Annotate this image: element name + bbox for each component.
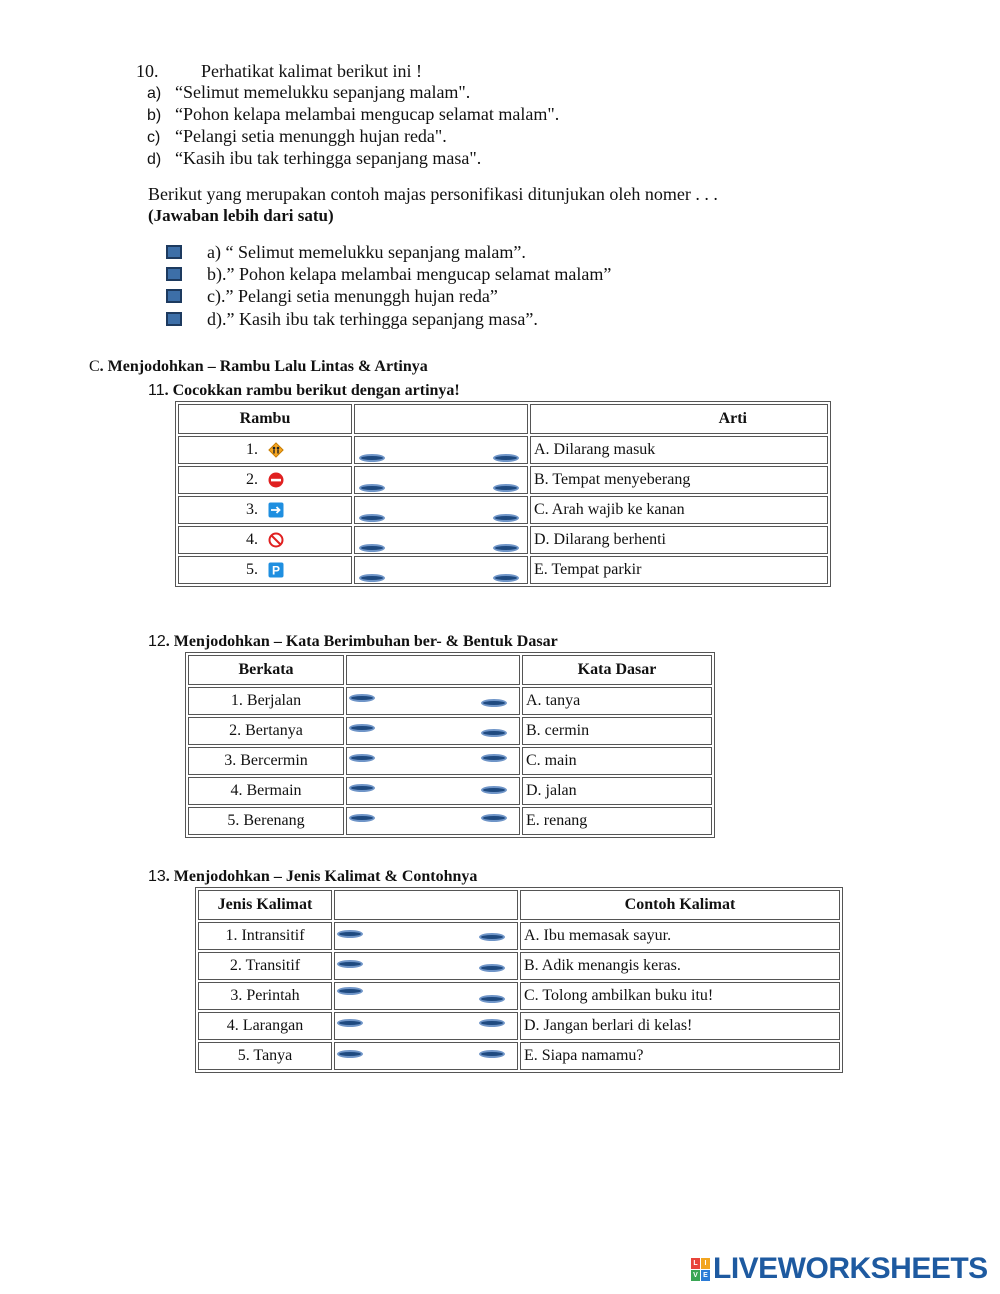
match-dot-right[interactable]: [479, 995, 505, 1003]
table-row: 1. Berjalan A. tanya: [188, 687, 712, 715]
q10-choice-c: c).” Pelangi setia menunggh hujan reda”: [166, 285, 498, 307]
q10-prompt: Perhatikat kalimat berikut ini !: [201, 61, 422, 81]
q13-table: [195, 887, 843, 1073]
col-header-rambu: Rambu: [178, 404, 352, 434]
q10-question: Berikut yang merupakan contoh majas personifikasi ditunjukan oleh nomer . . .: [148, 184, 718, 204]
logo-tiles-icon: L I V E: [691, 1258, 710, 1281]
match-dot-left[interactable]: [349, 724, 375, 732]
match-dot-right[interactable]: [479, 1050, 505, 1058]
q11-table: [175, 401, 831, 587]
col-header-lines: [334, 890, 518, 920]
match-dot-left[interactable]: [337, 1050, 363, 1058]
match-dot-right[interactable]: [493, 514, 519, 522]
col-header-lines: [354, 404, 528, 434]
liveworksheets-logo: [691, 1252, 988, 1286]
match-dot-left[interactable]: [337, 930, 363, 938]
table-row: 5. P E. Tempat parkir: [178, 556, 828, 584]
checkbox-d[interactable]: [166, 312, 182, 326]
table-row: 4. Bermain D. jalan: [188, 777, 712, 805]
table-row: 4. Larangan D. Jangan berlari di kelas!: [198, 1012, 840, 1040]
no-entry-sign-icon: [268, 472, 284, 488]
match-dot-right[interactable]: [481, 786, 507, 794]
match-dot-left[interactable]: [337, 1019, 363, 1027]
col-header-arti: Arti: [530, 404, 828, 434]
table-row: 3. Perintah C. Tolong ambilkan buku itu!: [198, 982, 840, 1010]
table-row: 2. B. Tempat menyeberang: [178, 466, 828, 494]
svg-text:P: P: [271, 563, 281, 578]
parking-sign-icon: [268, 562, 284, 578]
checkbox-a[interactable]: [166, 245, 182, 259]
match-dot-right[interactable]: [481, 754, 507, 762]
section-c-title: C. Menjodohkan – Rambu Lalu Lintas & Artinya: [89, 358, 428, 375]
table-row: 4. D. Dilarang berhenti: [178, 526, 828, 554]
q10-option-c: c) “Pelangi setia menunggh hujan reda".: [147, 126, 447, 146]
match-dot-left[interactable]: [359, 544, 385, 552]
q11-title: 11. Cocokkan rambu berikut dengan artinya!: [148, 382, 460, 399]
table-header-row: [198, 890, 840, 920]
match-dot-right[interactable]: [493, 574, 519, 582]
q10-choice-d: d).” Kasih ibu tak terhingga sepanjang masa”.: [166, 308, 538, 330]
match-dot-left[interactable]: [359, 454, 385, 462]
col-header-jenis-kalimat: Jenis Kalimat: [198, 890, 332, 920]
table-row: 2. Bertanya B. cermin: [188, 717, 712, 745]
checkbox-b[interactable]: [166, 267, 182, 281]
match-dot-right[interactable]: [479, 964, 505, 972]
match-dot-left[interactable]: [359, 574, 385, 582]
match-dot-right[interactable]: [493, 544, 519, 552]
q10-choice-b: b).” Pohon kelapa melambai mengucap selamat malam”: [166, 263, 611, 285]
table-row: 2. Transitif B. Adik menangis keras.: [198, 952, 840, 980]
col-header-berkata: Berkata: [188, 655, 344, 685]
match-dot-left[interactable]: [349, 814, 375, 822]
match-dot-right[interactable]: [493, 454, 519, 462]
q10-number: 10.: [136, 61, 159, 81]
match-dot-left[interactable]: [359, 514, 385, 522]
table-row: 1. A. Dilarang masuk: [178, 436, 828, 464]
table-row: 3. C. Arah wajib ke kanan: [178, 496, 828, 524]
match-dot-right[interactable]: [479, 933, 505, 941]
match-dot-left[interactable]: [337, 960, 363, 968]
no-stopping-sign-icon: [268, 532, 284, 548]
q10-option-a: a) “Selimut memelukku sepanjang malam".: [147, 82, 471, 102]
col-header-kata-dasar: Kata Dasar: [522, 655, 712, 685]
match-dot-right[interactable]: [481, 699, 507, 707]
match-dot-right[interactable]: [493, 484, 519, 492]
match-dot-left[interactable]: [349, 754, 375, 762]
pedestrian-crossing-sign-icon: [268, 442, 284, 458]
logo-text: LIVEWORKSHEETS: [713, 1252, 988, 1285]
q12-title: 12. Menjodohkan – Kata Berimbuhan ber- & Bentuk Dasar: [148, 633, 558, 650]
turn-right-sign-icon: [268, 502, 284, 518]
table-header-row: [188, 655, 712, 685]
match-dot-left[interactable]: [349, 784, 375, 792]
match-dot-right[interactable]: [481, 729, 507, 737]
table-row: 5. Berenang E. renang: [188, 807, 712, 835]
match-dot-left[interactable]: [337, 987, 363, 995]
q10-note: (Jawaban lebih dari satu): [148, 206, 334, 225]
match-dot-right[interactable]: [479, 1019, 505, 1027]
col-header-contoh-kalimat: Contoh Kalimat: [520, 890, 840, 920]
match-dot-left[interactable]: [349, 694, 375, 702]
table-row: 5. Tanya E. Siapa namamu?: [198, 1042, 840, 1070]
q10-choice-a: a) “ Selimut memelukku sepanjang malam”.: [166, 241, 526, 263]
q12-table: [185, 652, 715, 838]
q10-option-d: d) “Kasih ibu tak terhingga sepanjang masa".: [147, 148, 482, 168]
table-row: 3. Bercermin C. main: [188, 747, 712, 775]
q10-option-b: b) “Pohon kelapa melambai mengucap selamat malam".: [147, 104, 560, 124]
table-row: 1. Intransitif A. Ibu memasak sayur.: [198, 922, 840, 950]
match-dot-right[interactable]: [481, 814, 507, 822]
q13-title: 13. Menjodohkan – Jenis Kalimat & Contohnya: [148, 868, 478, 885]
col-header-lines: [346, 655, 520, 685]
table-header-row: [178, 404, 828, 434]
checkbox-c[interactable]: [166, 289, 182, 303]
q10-header: [136, 60, 422, 82]
match-dot-left[interactable]: [359, 484, 385, 492]
